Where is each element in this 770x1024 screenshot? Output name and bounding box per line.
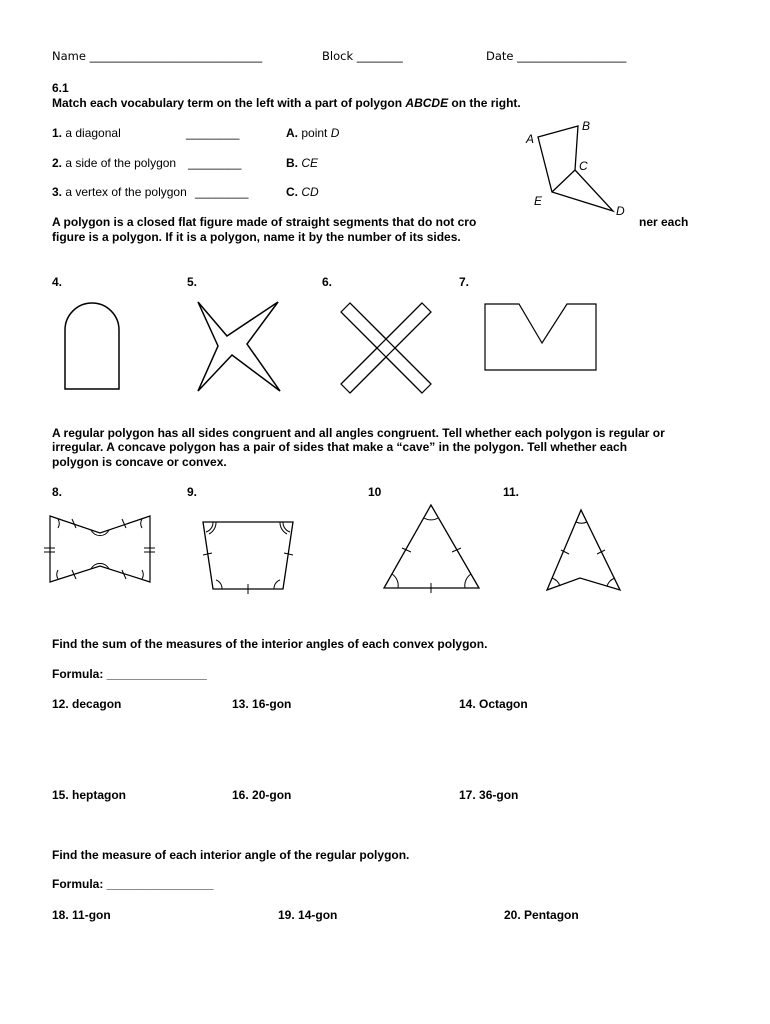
polygon-abcde-figure bbox=[520, 115, 670, 218]
term-3 bbox=[52, 185, 187, 199]
date-field-label[interactable]: Date ___________________ bbox=[486, 49, 627, 63]
figure-11-number: 11. bbox=[503, 485, 520, 499]
regular-definition-line2: irregular. A concave polygon has a pair of sides that make a “cave” in the polygon. Tell whether each bbox=[52, 440, 628, 454]
answer-text: point bbox=[301, 126, 328, 140]
problem-19: 19. 14-gon bbox=[278, 908, 338, 922]
term-number: 3. bbox=[52, 185, 63, 199]
term-text: a diagonal bbox=[65, 126, 121, 140]
regular-definition-line1: A regular polygon has all sides congruent and all angles congruent. Tell whether each polygon is regular or bbox=[52, 426, 665, 440]
figure-9-trapezoid bbox=[200, 518, 296, 594]
label-a: A bbox=[526, 132, 535, 146]
matching-instruction bbox=[52, 96, 521, 110]
polygon-name: ABCDE bbox=[405, 96, 449, 110]
term-text: a side of the polygon bbox=[65, 156, 177, 170]
problem-15: 15. heptagon bbox=[52, 788, 127, 802]
sum-section-heading: Find the sum of the measures of the interior angles of each convex polygon. bbox=[52, 637, 488, 651]
problem-17: 17. 36-gon bbox=[459, 788, 519, 802]
answer-var: CE bbox=[301, 156, 319, 170]
answer-letter: B. bbox=[286, 156, 298, 170]
name-field-label[interactable]: Name ______________________________ bbox=[52, 49, 263, 63]
answer-a bbox=[286, 126, 339, 140]
polygon-definition-line1b: ner each bbox=[639, 215, 689, 229]
polygon-definition-line1a: A polygon is a closed flat figure made of straight segments that do not cro bbox=[52, 215, 477, 229]
term-3-blank[interactable]: ________ bbox=[195, 185, 249, 199]
problem-16: 16. 20-gon bbox=[232, 788, 292, 802]
sum-formula-field[interactable]: Formula: _______________ bbox=[52, 667, 207, 681]
instruction-text: Match each vocabulary term on the left with a part of polygon bbox=[52, 96, 403, 110]
label-b: B bbox=[582, 119, 591, 133]
interior-section-heading: Find the measure of each interior angle of the regular polygon. bbox=[52, 848, 410, 862]
problem-20: 20. Pentagon bbox=[504, 908, 579, 922]
figure-5-number: 5. bbox=[187, 275, 198, 289]
label-d: D bbox=[616, 204, 625, 218]
term-number: 1. bbox=[52, 126, 63, 140]
term-1-blank[interactable]: ________ bbox=[186, 126, 240, 140]
problem-14: 14. Octagon bbox=[459, 697, 528, 711]
interior-formula-field[interactable]: Formula: ________________ bbox=[52, 877, 214, 891]
figure-6-number: 6. bbox=[322, 275, 333, 289]
figure-8-bowtie-hexagon bbox=[44, 510, 156, 588]
section-number: 6.1 bbox=[52, 81, 69, 95]
problem-12: 12. decagon bbox=[52, 697, 122, 711]
answer-var: CD bbox=[301, 185, 319, 199]
answer-letter: C. bbox=[286, 185, 298, 199]
term-2-blank[interactable]: ________ bbox=[188, 156, 242, 170]
figure-5-star-shape bbox=[194, 298, 284, 394]
term-2 bbox=[52, 156, 176, 170]
answer-letter: A. bbox=[286, 126, 298, 140]
term-number: 2. bbox=[52, 156, 63, 170]
term-text: a vertex of the polygon bbox=[65, 185, 187, 199]
problem-13: 13. 16-gon bbox=[232, 697, 292, 711]
figure-9-number: 9. bbox=[187, 485, 198, 499]
figure-10-triangle bbox=[380, 500, 484, 592]
figure-7-number: 7. bbox=[459, 275, 470, 289]
term-1 bbox=[52, 126, 121, 140]
answer-c bbox=[286, 185, 319, 199]
problem-18: 18. 11-gon bbox=[52, 908, 111, 922]
figure-7-notched-rectangle bbox=[483, 300, 599, 372]
label-c: C bbox=[579, 159, 588, 173]
polygon-definition-line2: figure is a polygon. If it is a polygon, name it by the number of its sides. bbox=[52, 230, 461, 244]
figure-6-x-shape bbox=[336, 298, 436, 398]
figure-4-arch-shape bbox=[62, 300, 122, 392]
block-field-label[interactable]: Block ________ bbox=[322, 49, 403, 63]
answer-var: D bbox=[330, 126, 340, 140]
figure-11-concave-quadrilateral bbox=[544, 506, 624, 592]
instruction-end: on the right. bbox=[451, 96, 521, 110]
figure-8-number: 8. bbox=[52, 485, 63, 499]
regular-definition-line3: polygon is concave or convex. bbox=[52, 455, 227, 469]
label-e: E bbox=[534, 194, 543, 208]
answer-b bbox=[286, 156, 318, 170]
figure-10-number: 10 bbox=[368, 485, 382, 499]
figure-4-number: 4. bbox=[52, 275, 63, 289]
